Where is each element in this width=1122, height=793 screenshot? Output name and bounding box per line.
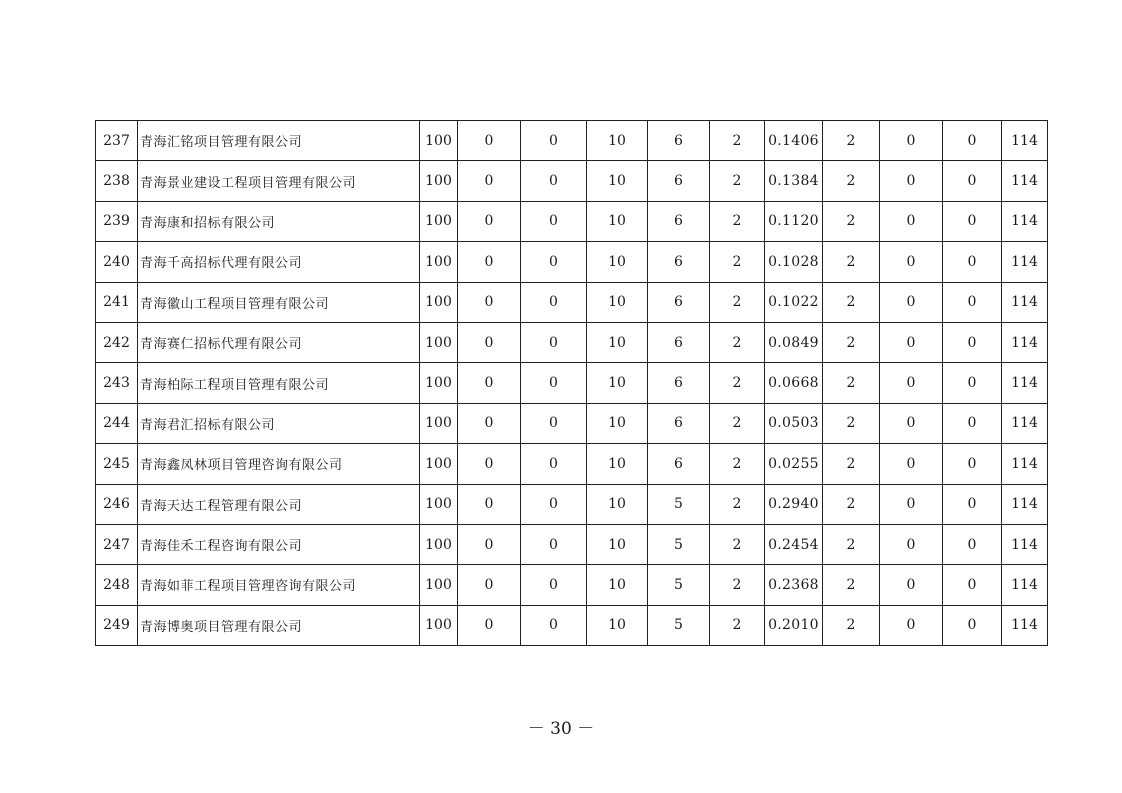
- total-score-cell: 114: [1002, 605, 1048, 645]
- score-col-8-cell: 2: [823, 605, 880, 645]
- score-col-4-cell: 10: [587, 565, 648, 605]
- score-col-6-cell: 2: [710, 161, 765, 201]
- score-col-3-cell: 0: [521, 121, 587, 161]
- ratio-value-cell: 0.2454: [765, 524, 823, 564]
- score-col-10-cell: 0: [943, 484, 1002, 524]
- score-col-5-cell: 5: [648, 565, 710, 605]
- score-col-8-cell: 2: [823, 242, 880, 282]
- score-col-10-cell: 0: [943, 161, 1002, 201]
- score-col-4-cell: 10: [587, 403, 648, 443]
- score-col-2-cell: 0: [458, 484, 521, 524]
- score-col-3-cell: 0: [521, 363, 587, 403]
- score-col-10-cell: 0: [943, 403, 1002, 443]
- company-name-cell: 青海汇铭项目管理有限公司: [138, 121, 420, 161]
- row-number-cell: 247: [96, 524, 138, 564]
- score-col-9-cell: 0: [880, 282, 943, 322]
- table-row: [96, 605, 1048, 645]
- table-body: [96, 121, 1048, 646]
- score-col-9-cell: 0: [880, 444, 943, 484]
- total-score-cell: 114: [1002, 242, 1048, 282]
- score-col-2-cell: 0: [458, 201, 521, 241]
- score-col-2-cell: 0: [458, 444, 521, 484]
- score-col-3-cell: 0: [521, 282, 587, 322]
- score-col-5-cell: 5: [648, 524, 710, 564]
- score-col-4-cell: 10: [587, 161, 648, 201]
- score-col-5-cell: 6: [648, 282, 710, 322]
- score-col-2-cell: 0: [458, 363, 521, 403]
- score-col-8-cell: 2: [823, 322, 880, 362]
- score-col-8-cell: 2: [823, 282, 880, 322]
- score-col-6-cell: 2: [710, 242, 765, 282]
- table-row: [96, 444, 1048, 484]
- score-col-10-cell: 0: [943, 605, 1002, 645]
- total-score-cell: 114: [1002, 282, 1048, 322]
- score-col-3-cell: 0: [521, 201, 587, 241]
- score-col-10-cell: 0: [943, 242, 1002, 282]
- ratio-value-cell: 0.1028: [765, 242, 823, 282]
- table-row: [96, 121, 1048, 161]
- score-col-6-cell: 2: [710, 565, 765, 605]
- table-row: [96, 484, 1048, 524]
- score-col-4-cell: 10: [587, 524, 648, 564]
- score-col-2-cell: 0: [458, 524, 521, 564]
- score-col-4-cell: 10: [587, 484, 648, 524]
- score-col-4-cell: 10: [587, 242, 648, 282]
- total-score-cell: 114: [1002, 524, 1048, 564]
- score-col-1-cell: 100: [420, 121, 458, 161]
- score-col-1-cell: 100: [420, 363, 458, 403]
- score-col-10-cell: 0: [943, 444, 1002, 484]
- score-col-8-cell: 2: [823, 161, 880, 201]
- score-col-5-cell: 5: [648, 484, 710, 524]
- score-col-1-cell: 100: [420, 322, 458, 362]
- company-name-cell: 青海如菲工程项目管理咨询有限公司: [138, 565, 420, 605]
- score-col-3-cell: 0: [521, 403, 587, 443]
- ratio-value-cell: 0.0849: [765, 322, 823, 362]
- score-col-5-cell: 6: [648, 403, 710, 443]
- score-col-2-cell: 0: [458, 565, 521, 605]
- score-col-8-cell: 2: [823, 363, 880, 403]
- table-row: [96, 282, 1048, 322]
- table-row: [96, 242, 1048, 282]
- company-name-cell: 青海博奥项目管理有限公司: [138, 605, 420, 645]
- total-score-cell: 114: [1002, 403, 1048, 443]
- score-col-1-cell: 100: [420, 161, 458, 201]
- table-row: [96, 201, 1048, 241]
- score-col-10-cell: 0: [943, 201, 1002, 241]
- score-col-5-cell: 6: [648, 444, 710, 484]
- score-col-6-cell: 2: [710, 403, 765, 443]
- row-number-cell: 245: [96, 444, 138, 484]
- score-col-3-cell: 0: [521, 322, 587, 362]
- company-name-cell: 青海康和招标有限公司: [138, 201, 420, 241]
- company-score-table-container: [95, 120, 1048, 646]
- score-col-4-cell: 10: [587, 605, 648, 645]
- score-col-3-cell: 0: [521, 484, 587, 524]
- score-col-5-cell: 6: [648, 322, 710, 362]
- score-col-8-cell: 2: [823, 403, 880, 443]
- score-col-2-cell: 0: [458, 121, 521, 161]
- table-row: [96, 524, 1048, 564]
- score-col-10-cell: 0: [943, 322, 1002, 362]
- total-score-cell: 114: [1002, 201, 1048, 241]
- company-name-cell: 青海柏际工程项目管理有限公司: [138, 363, 420, 403]
- total-score-cell: 114: [1002, 322, 1048, 362]
- score-col-9-cell: 0: [880, 242, 943, 282]
- score-col-9-cell: 0: [880, 403, 943, 443]
- score-col-8-cell: 2: [823, 121, 880, 161]
- company-score-table: [95, 120, 1048, 646]
- score-col-10-cell: 0: [943, 282, 1002, 322]
- score-col-9-cell: 0: [880, 484, 943, 524]
- score-col-2-cell: 0: [458, 322, 521, 362]
- score-col-1-cell: 100: [420, 484, 458, 524]
- table-row: [96, 161, 1048, 201]
- score-col-3-cell: 0: [521, 605, 587, 645]
- row-number-cell: 248: [96, 565, 138, 605]
- score-col-9-cell: 0: [880, 161, 943, 201]
- score-col-5-cell: 6: [648, 363, 710, 403]
- table-row: [96, 363, 1048, 403]
- score-col-10-cell: 0: [943, 363, 1002, 403]
- score-col-6-cell: 2: [710, 121, 765, 161]
- score-col-8-cell: 2: [823, 524, 880, 564]
- table-row: [96, 322, 1048, 362]
- ratio-value-cell: 0.1120: [765, 201, 823, 241]
- ratio-value-cell: 0.2368: [765, 565, 823, 605]
- score-col-3-cell: 0: [521, 444, 587, 484]
- company-name-cell: 青海赛仁招标代理有限公司: [138, 322, 420, 362]
- score-col-3-cell: 0: [521, 242, 587, 282]
- company-name-cell: 青海鑫凤林项目管理咨询有限公司: [138, 444, 420, 484]
- score-col-6-cell: 2: [710, 484, 765, 524]
- ratio-value-cell: 0.0503: [765, 403, 823, 443]
- score-col-1-cell: 100: [420, 403, 458, 443]
- ratio-value-cell: 0.1406: [765, 121, 823, 161]
- total-score-cell: 114: [1002, 565, 1048, 605]
- score-col-10-cell: 0: [943, 524, 1002, 564]
- score-col-6-cell: 2: [710, 524, 765, 564]
- score-col-10-cell: 0: [943, 565, 1002, 605]
- score-col-1-cell: 100: [420, 565, 458, 605]
- row-number-cell: 243: [96, 363, 138, 403]
- score-col-6-cell: 2: [710, 282, 765, 322]
- company-name-cell: 青海君汇招标有限公司: [138, 403, 420, 443]
- score-col-8-cell: 2: [823, 565, 880, 605]
- score-col-1-cell: 100: [420, 282, 458, 322]
- score-col-4-cell: 10: [587, 121, 648, 161]
- score-col-5-cell: 5: [648, 605, 710, 645]
- score-col-3-cell: 0: [521, 565, 587, 605]
- company-name-cell: 青海千高招标代理有限公司: [138, 242, 420, 282]
- score-col-2-cell: 0: [458, 282, 521, 322]
- total-score-cell: 114: [1002, 484, 1048, 524]
- score-col-4-cell: 10: [587, 282, 648, 322]
- score-col-1-cell: 100: [420, 444, 458, 484]
- row-number-cell: 246: [96, 484, 138, 524]
- score-col-9-cell: 0: [880, 121, 943, 161]
- row-number-cell: 238: [96, 161, 138, 201]
- score-col-8-cell: 2: [823, 444, 880, 484]
- score-col-10-cell: 0: [943, 121, 1002, 161]
- ratio-value-cell: 0.2010: [765, 605, 823, 645]
- score-col-8-cell: 2: [823, 484, 880, 524]
- score-col-1-cell: 100: [420, 605, 458, 645]
- score-col-9-cell: 0: [880, 605, 943, 645]
- company-name-cell: 青海景业建设工程项目管理有限公司: [138, 161, 420, 201]
- total-score-cell: 114: [1002, 363, 1048, 403]
- company-name-cell: 青海天达工程管理有限公司: [138, 484, 420, 524]
- score-col-9-cell: 0: [880, 565, 943, 605]
- score-col-6-cell: 2: [710, 605, 765, 645]
- total-score-cell: 114: [1002, 444, 1048, 484]
- page-number: － 30 －: [527, 719, 595, 739]
- ratio-value-cell: 0.0668: [765, 363, 823, 403]
- score-col-2-cell: 0: [458, 605, 521, 645]
- ratio-value-cell: 0.1384: [765, 161, 823, 201]
- score-col-9-cell: 0: [880, 322, 943, 362]
- row-number-cell: 244: [96, 403, 138, 443]
- company-name-cell: 青海徽山工程项目管理有限公司: [138, 282, 420, 322]
- score-col-9-cell: 0: [880, 524, 943, 564]
- score-col-6-cell: 2: [710, 363, 765, 403]
- ratio-value-cell: 0.0255: [765, 444, 823, 484]
- table-row: [96, 403, 1048, 443]
- score-col-1-cell: 100: [420, 201, 458, 241]
- total-score-cell: 114: [1002, 121, 1048, 161]
- score-col-8-cell: 2: [823, 201, 880, 241]
- score-col-5-cell: 6: [648, 161, 710, 201]
- score-col-9-cell: 0: [880, 363, 943, 403]
- total-score-cell: 114: [1002, 161, 1048, 201]
- score-col-9-cell: 0: [880, 201, 943, 241]
- score-col-6-cell: 2: [710, 201, 765, 241]
- company-name-cell: 青海佳禾工程咨询有限公司: [138, 524, 420, 564]
- row-number-cell: 241: [96, 282, 138, 322]
- row-number-cell: 242: [96, 322, 138, 362]
- score-col-5-cell: 6: [648, 201, 710, 241]
- score-col-4-cell: 10: [587, 363, 648, 403]
- row-number-cell: 239: [96, 201, 138, 241]
- table-row: [96, 565, 1048, 605]
- score-col-3-cell: 0: [521, 161, 587, 201]
- ratio-value-cell: 0.1022: [765, 282, 823, 322]
- score-col-4-cell: 10: [587, 444, 648, 484]
- score-col-6-cell: 2: [710, 322, 765, 362]
- score-col-1-cell: 100: [420, 242, 458, 282]
- ratio-value-cell: 0.2940: [765, 484, 823, 524]
- score-col-1-cell: 100: [420, 524, 458, 564]
- score-col-5-cell: 6: [648, 121, 710, 161]
- row-number-cell: 249: [96, 605, 138, 645]
- score-col-3-cell: 0: [521, 524, 587, 564]
- score-col-2-cell: 0: [458, 403, 521, 443]
- score-col-2-cell: 0: [458, 161, 521, 201]
- score-col-6-cell: 2: [710, 444, 765, 484]
- score-col-4-cell: 10: [587, 322, 648, 362]
- score-col-4-cell: 10: [587, 201, 648, 241]
- score-col-5-cell: 6: [648, 242, 710, 282]
- score-col-2-cell: 0: [458, 242, 521, 282]
- row-number-cell: 237: [96, 121, 138, 161]
- row-number-cell: 240: [96, 242, 138, 282]
